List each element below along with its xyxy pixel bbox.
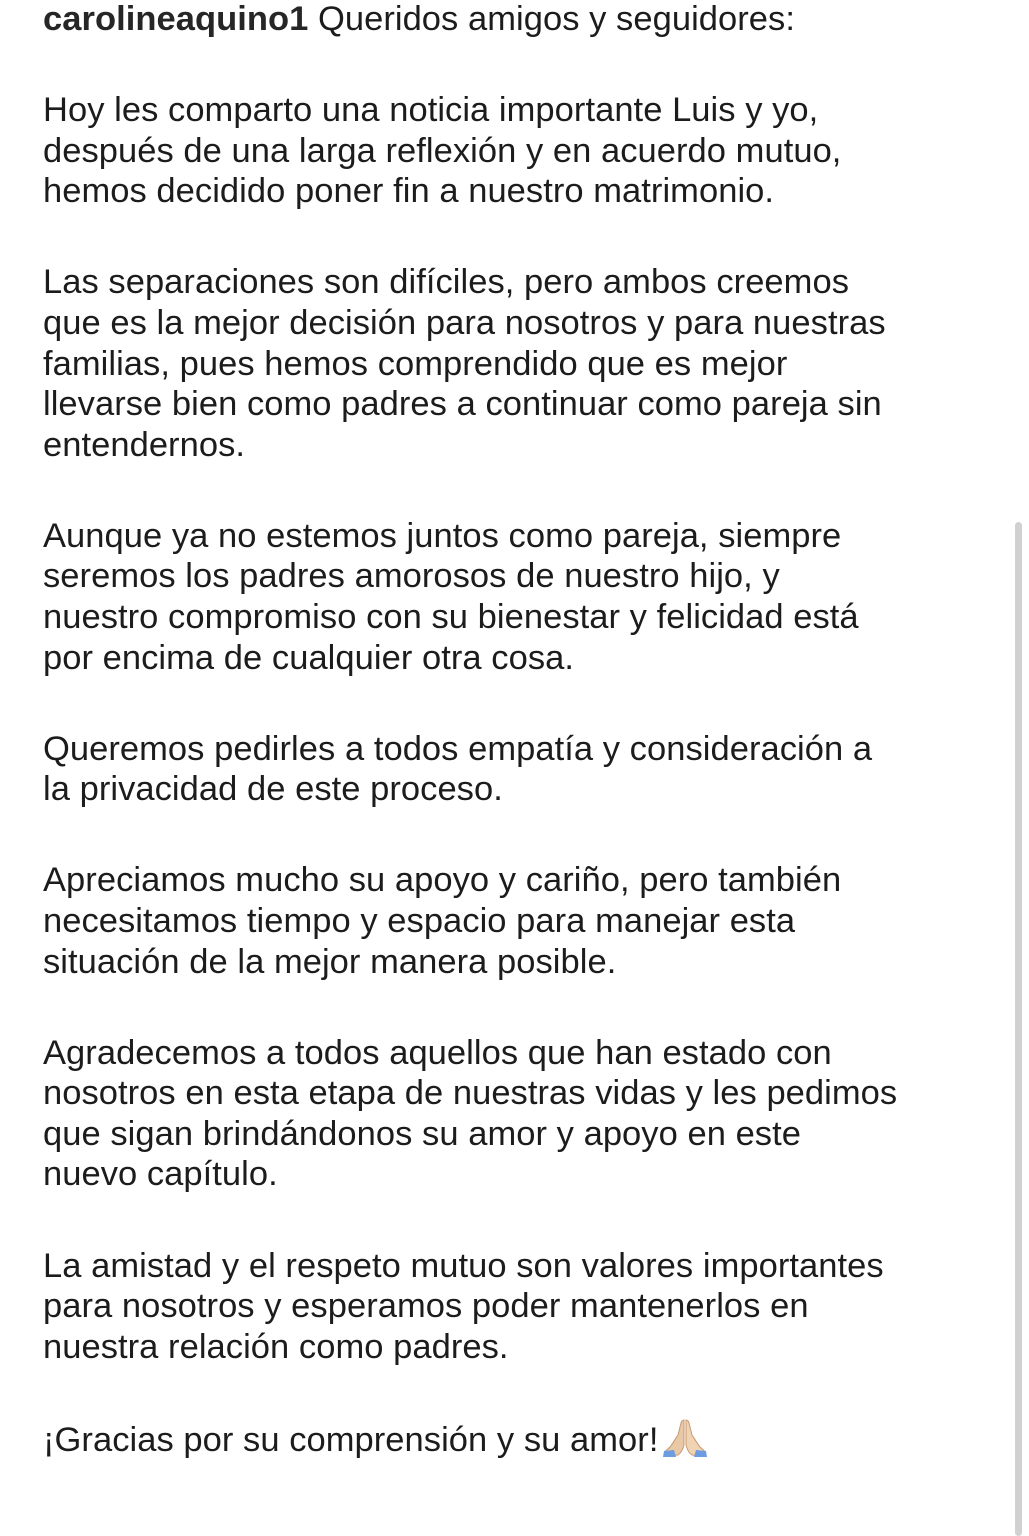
caption-line: que es la mejor decisión para nosotros y para nuestras — [43, 303, 886, 342]
caption-line: hemos decidido poner fin a nuestro matrimonio. — [43, 172, 775, 211]
caption-header-line — [43, 0, 1003, 41]
paragraph-gap — [43, 679, 1003, 730]
paragraph-5 — [43, 859, 1003, 983]
paragraph-gap — [43, 1196, 1003, 1247]
caption-line: nuevo capítulo. — [43, 1155, 278, 1194]
folded-hands-icon — [662, 1417, 708, 1468]
paragraph-2 — [43, 261, 1003, 466]
paragraph-gap — [43, 811, 1003, 862]
paragraph-gap — [43, 213, 1003, 264]
caption-line: Queremos pedirles a todos empatía y consideración a — [43, 729, 873, 768]
caption-line: Hoy les comparto una noticia importante Luis y yo, — [43, 91, 819, 130]
post-caption — [43, 0, 1003, 1467]
username-link[interactable]: carolineaquino1 — [43, 0, 309, 38]
paragraph-gap — [43, 466, 1003, 517]
paragraph-7 — [43, 1245, 1003, 1369]
paragraph-gap — [43, 41, 1003, 92]
caption-line: después de una larga reflexión y en acuerdo mutuo, — [43, 131, 842, 170]
caption-line: nuestra relación como padres. — [43, 1327, 509, 1366]
closing-line — [43, 1417, 1003, 1468]
paragraph-gap — [43, 983, 1003, 1034]
paragraph-gap — [43, 1368, 1003, 1419]
caption-line: situación de la mejor manera posible. — [43, 942, 617, 981]
caption-line: por encima de cualquier otra cosa. — [43, 638, 574, 677]
paragraph-4 — [43, 728, 1003, 811]
paragraph-3 — [43, 515, 1003, 679]
paragraph-6 — [43, 1032, 1003, 1196]
caption-line: nuestro compromiso con su bienestar y felicidad está — [43, 598, 859, 637]
caption-line: seremos los padres amorosos de nuestro hijo, y — [43, 557, 780, 596]
caption-line: Las separaciones son difíciles, pero ambos creemos — [43, 263, 849, 302]
closing-text: ¡Gracias por su comprensión y su amor! — [43, 1420, 659, 1459]
caption-line: necesitamos tiempo y espacio para manejar esta — [43, 902, 796, 940]
caption-line: la privacidad de este proceso. — [43, 770, 503, 809]
caption-line: Apreciamos mucho su apoyo y cariño, pero también — [43, 861, 842, 900]
caption-line: entendernos. — [43, 425, 246, 464]
caption-line: La amistad y el respeto mutuo son valores importantes — [43, 1246, 884, 1285]
caption-line: que sigan brindándonos su amor y apoyo en este — [43, 1114, 801, 1153]
scrollbar[interactable] — [1015, 522, 1022, 1536]
caption-line: llevarse bien como padres a continuar como pareja sin — [43, 385, 882, 424]
caption-line: familias, pues hemos comprendido que es mejor — [43, 344, 788, 383]
caption-line: para nosotros y esperamos poder mantenerlos en — [43, 1287, 809, 1326]
greeting-text: Queridos amigos y seguidores: — [317, 0, 795, 38]
caption-line: Agradecemos a todos aquellos que han estado con — [43, 1033, 832, 1072]
paragraph-1 — [43, 89, 1003, 213]
caption-line: Aunque ya no estemos juntos como pareja, siempre — [43, 516, 842, 555]
caption-line: nosotros en esta etapa de nuestras vidas y les pedimos — [43, 1074, 898, 1113]
